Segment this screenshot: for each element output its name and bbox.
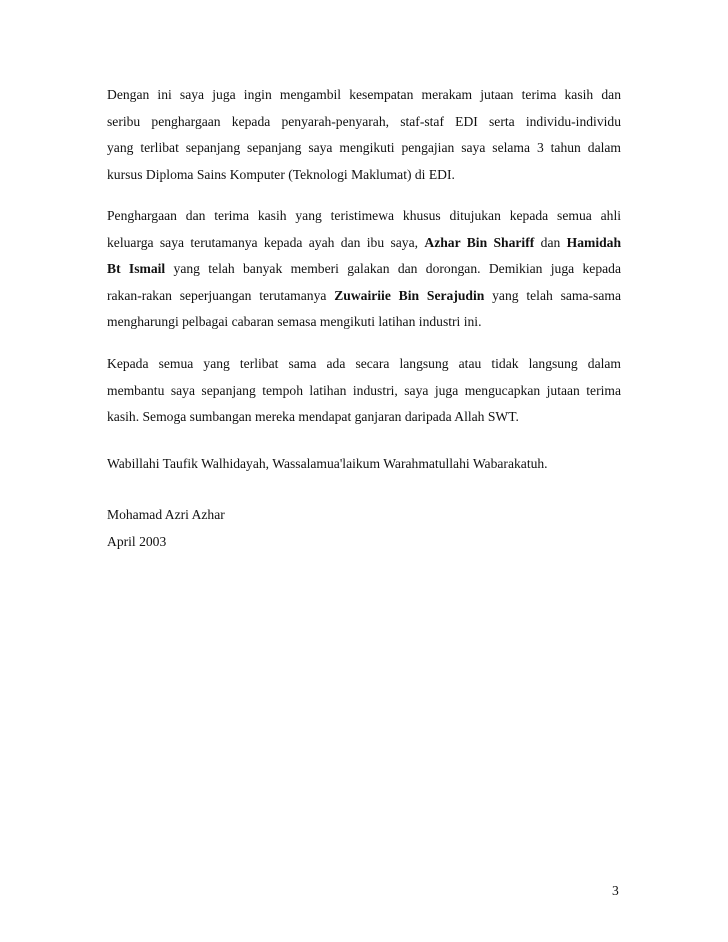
paragraph-gratitude-all	[107, 351, 621, 431]
paragraph-gratitude-lecturers	[107, 82, 621, 188]
text-line: Penghargaan dan terima kasih yang teristimewa khusus ditujukan kepada semua ahli	[107, 208, 621, 223]
text-run: rakan-rakan seperjuangan terutamanya	[107, 287, 327, 303]
text-line	[107, 283, 621, 310]
text-line: membantu saya sepanjang tempoh latihan industri, saya juga mengucapkan jutaan terima	[107, 382, 621, 398]
text-line: yang terlibat sepanjang sepanjang saya mengikuti pengajian saya selama 3 tahun dalam	[107, 140, 621, 155]
friend-name: Zuwairiie Bin Serajudin	[334, 287, 485, 303]
text-run: yang telah banyak memberi galakan dan dorongan. Demikian juga kepada	[173, 261, 621, 276]
text-line: Wabillahi Taufik Walhidayah, Wassalamua'laikum Warahmatullahi Wabarakatuh.	[107, 456, 548, 471]
signature-block	[107, 502, 621, 555]
text-line: kasih. Semoga sumbangan mereka mendapat ganjaran daripada Allah SWT.	[107, 409, 519, 424]
signature-date: April 2003	[107, 533, 167, 549]
text-run: dan	[540, 234, 561, 250]
text-line: Dengan ini saya juga ingin mengambil kesempatan merakam jutaan terima kasih dan	[107, 87, 621, 102]
page-number: 3	[612, 883, 619, 898]
text-line	[107, 256, 621, 283]
signature-name: Mohamad Azri Azhar	[107, 507, 225, 522]
text-line: seribu penghargaan kepada penyarah-penyarah, staf-staf EDI serta individu-individu	[107, 113, 621, 129]
text-line: kursus Diploma Sains Komputer (Teknologi Maklumat) di EDI.	[107, 166, 455, 182]
paragraph-closing	[107, 451, 621, 478]
text-run: yang telah sama-sama	[492, 287, 621, 303]
text-run: keluarga saya terutamanya kepada ayah dan ibu saya,	[107, 234, 419, 250]
mother-name-part: Bt Ismail	[107, 261, 166, 276]
text-line: mengharungi pelbagai cabaran semasa mengikuti latihan industri ini.	[107, 314, 482, 329]
text-line	[107, 230, 621, 257]
mother-name-part: Hamidah	[566, 234, 622, 250]
father-name: Azhar Bin Shariff	[424, 234, 535, 250]
paragraph-gratitude-family	[107, 203, 621, 336]
text-line: Kepada semua yang terlibat sama ada secara langsung atau tidak langsung dalam	[107, 356, 621, 371]
